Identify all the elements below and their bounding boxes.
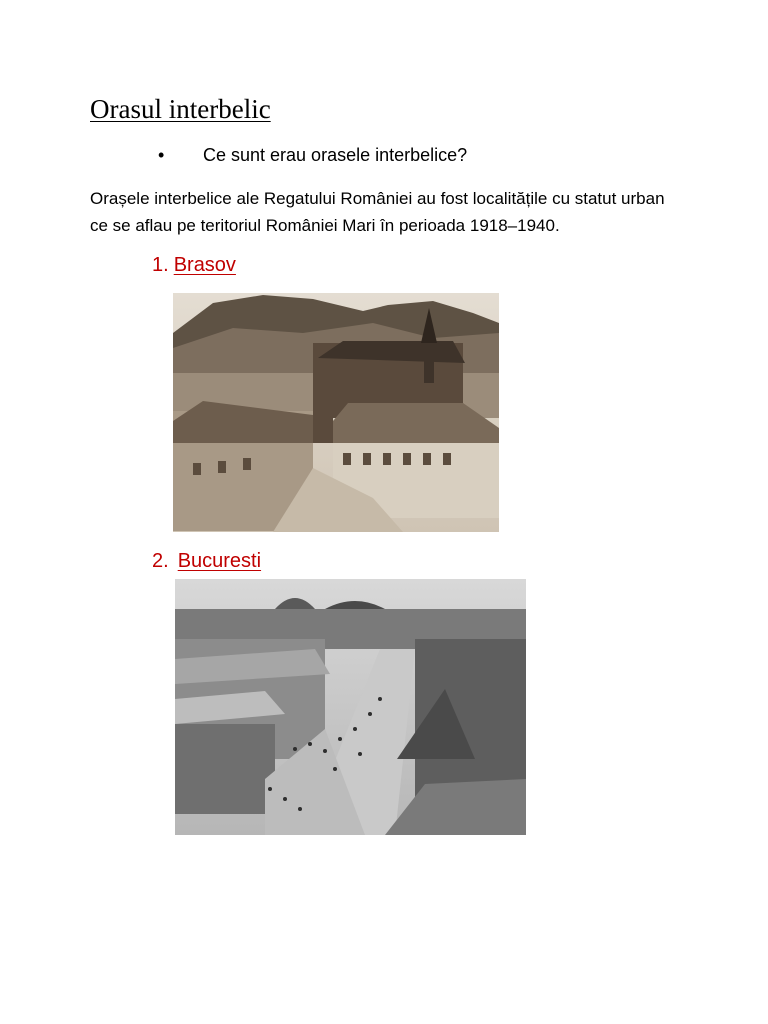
bucuresti-photo [175,579,526,835]
section-name: Brasov [173,254,236,276]
section-name: Bucuresti [177,550,262,572]
brasov-photo [173,293,499,532]
section-number: 2. [152,550,169,572]
bullet-dot-icon: • [158,145,165,165]
section-heading-brasov [152,254,236,277]
section-heading-bucuresti [152,550,261,573]
bullet-text: Ce sunt erau orasele interbelice? [203,145,468,165]
intro-paragraph: Orașele interbelice ale Regatului României au fost localitățile cu statut urban ce se aflau pe teritoriul României Mari în perioada 1918–1940. [90,189,665,235]
section-number: 1. [152,254,169,276]
page-title: Orasul interbelic [90,94,271,124]
